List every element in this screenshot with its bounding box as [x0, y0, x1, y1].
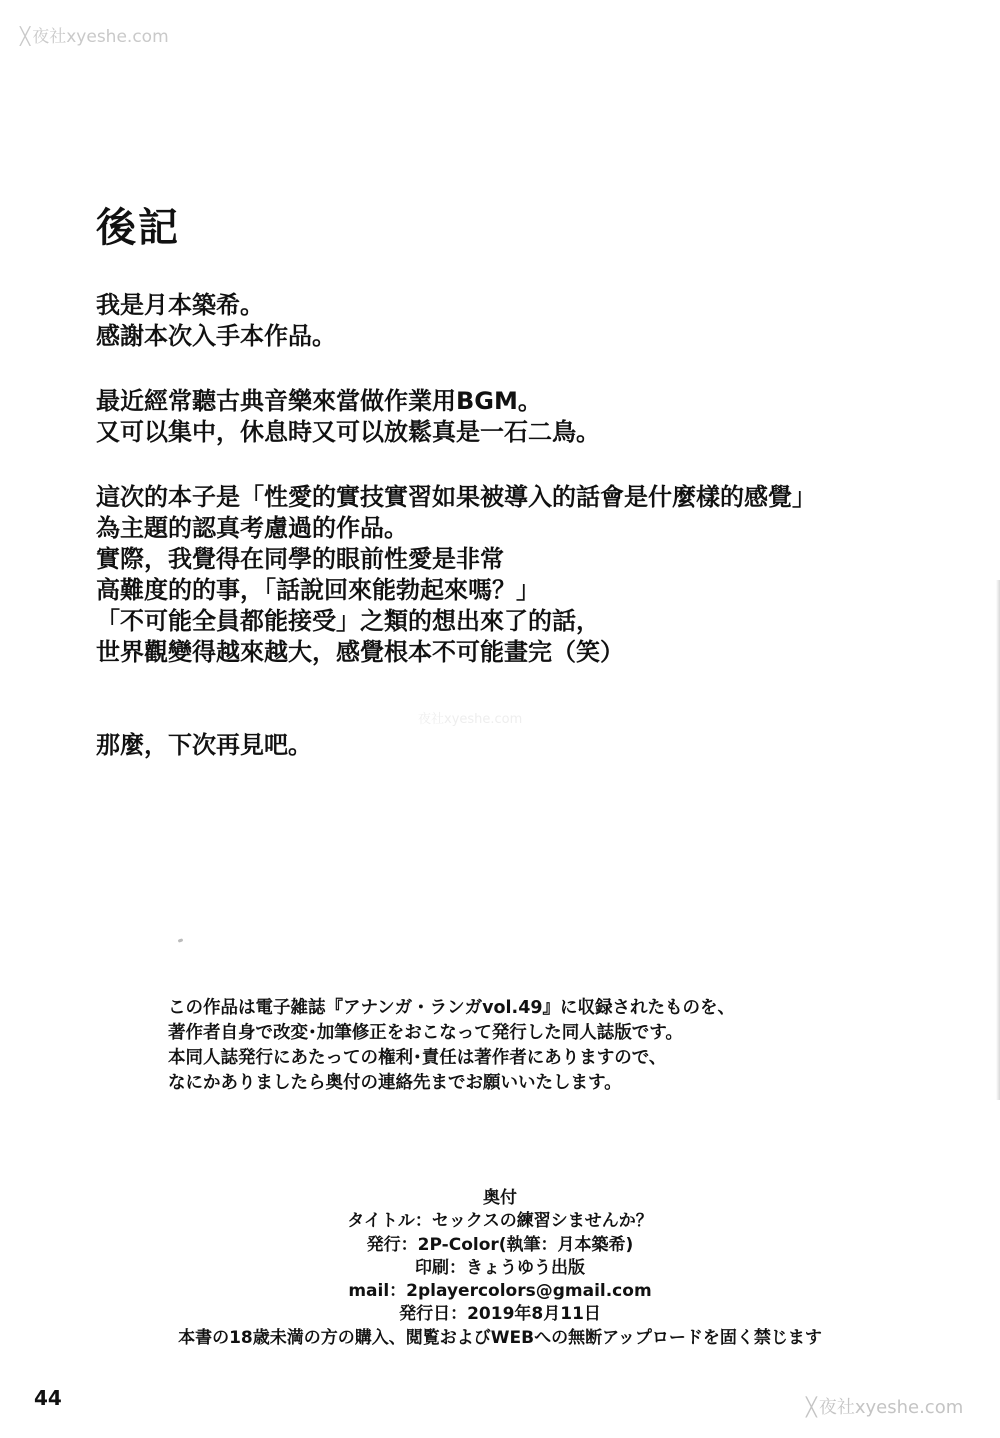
afterword-line: 實際，我覺得在同學的眼前性愛是非常 — [96, 545, 504, 573]
notice-line: 本同人誌発行にあたっての権利･責任は著作者にありますので、 — [168, 1048, 667, 1068]
publication-notice — [168, 996, 735, 1096]
colophon-printer: 印刷：きょうゆう出版 — [415, 1257, 585, 1278]
watermark-bottom — [806, 1393, 963, 1419]
paragraph-spacer — [96, 448, 916, 482]
afterword-paragraph-1 — [96, 290, 916, 352]
scan-speck — [178, 938, 184, 943]
afterword-paragraph-2 — [96, 386, 916, 448]
afterword-body — [96, 290, 916, 761]
page-number: 44 — [34, 1386, 62, 1410]
colophon-date: 発行日：2019年8月11日 — [399, 1304, 601, 1325]
notice-line: なにかありましたら奥付の連絡先までお願いいたします。 — [168, 1073, 622, 1093]
notice-line: 著作者自身で改変･加筆修正をおこなって発行した同人誌版です。 — [168, 1023, 683, 1043]
afterword-line: 這次的本子是「性愛的實技實習如果被導入的話會是什麼樣的感覺」 — [96, 483, 816, 511]
afterword-line: 「不可能全員都能接受」之類的想出來了的話， — [96, 607, 600, 635]
page-title: 後記 — [96, 205, 180, 251]
watermark-bottom-text: 夜社xyeshe.com — [818, 1397, 964, 1418]
colophon-heading: 奥付 — [483, 1188, 517, 1208]
afterword-paragraph-4 — [96, 730, 916, 761]
colophon-prohibition: 本書の18歳未満の方の購入、閲覧およびWEBへの無断アップロードを固く禁じます — [178, 1327, 822, 1348]
colophon — [140, 1187, 860, 1350]
afterword-line: 世界觀變得越來越大，感覺根本不可能畫完（笑） — [96, 638, 624, 666]
afterword-line: 那麼，下次再見吧。 — [96, 731, 312, 759]
watermark-top-text: 夜社xyeshe.com — [32, 27, 169, 47]
afterword-paragraph-3 — [96, 482, 916, 668]
afterword-line: 最近經常聽古典音樂來當做作業用BGM。 — [96, 387, 542, 415]
watermark-top — [20, 22, 169, 47]
watermark-middle: 夜社xyeshe.com — [418, 712, 523, 727]
afterword-line: 為主題的認真考慮過的作品。 — [96, 514, 408, 542]
scan-edge-shadow — [996, 580, 1000, 1100]
afterword-line: 感謝本次入手本作品。 — [96, 322, 336, 350]
notice-line: この作品は電子雑誌『アナンガ・ランガvol.49』に収録されたものを、 — [168, 998, 736, 1018]
paragraph-spacer — [96, 352, 916, 386]
x-logo-icon: ╳ — [806, 1397, 817, 1418]
x-logo-icon: ╳ — [20, 27, 31, 47]
colophon-publisher: 発行：2P-Color(執筆：月本築希) — [366, 1234, 634, 1255]
colophon-title: タイトル：セックスの練習シませんか？ — [347, 1211, 653, 1232]
afterword-line: 我是月本築希。 — [96, 291, 264, 319]
afterword-line: 又可以集中，休息時又可以放鬆真是一石二鳥。 — [96, 418, 600, 446]
afterword-line: 高難度的的事，「話說回來能勃起來嗎？」 — [96, 576, 540, 604]
colophon-mail: mail：2playercolors@gmail.com — [348, 1281, 652, 1302]
